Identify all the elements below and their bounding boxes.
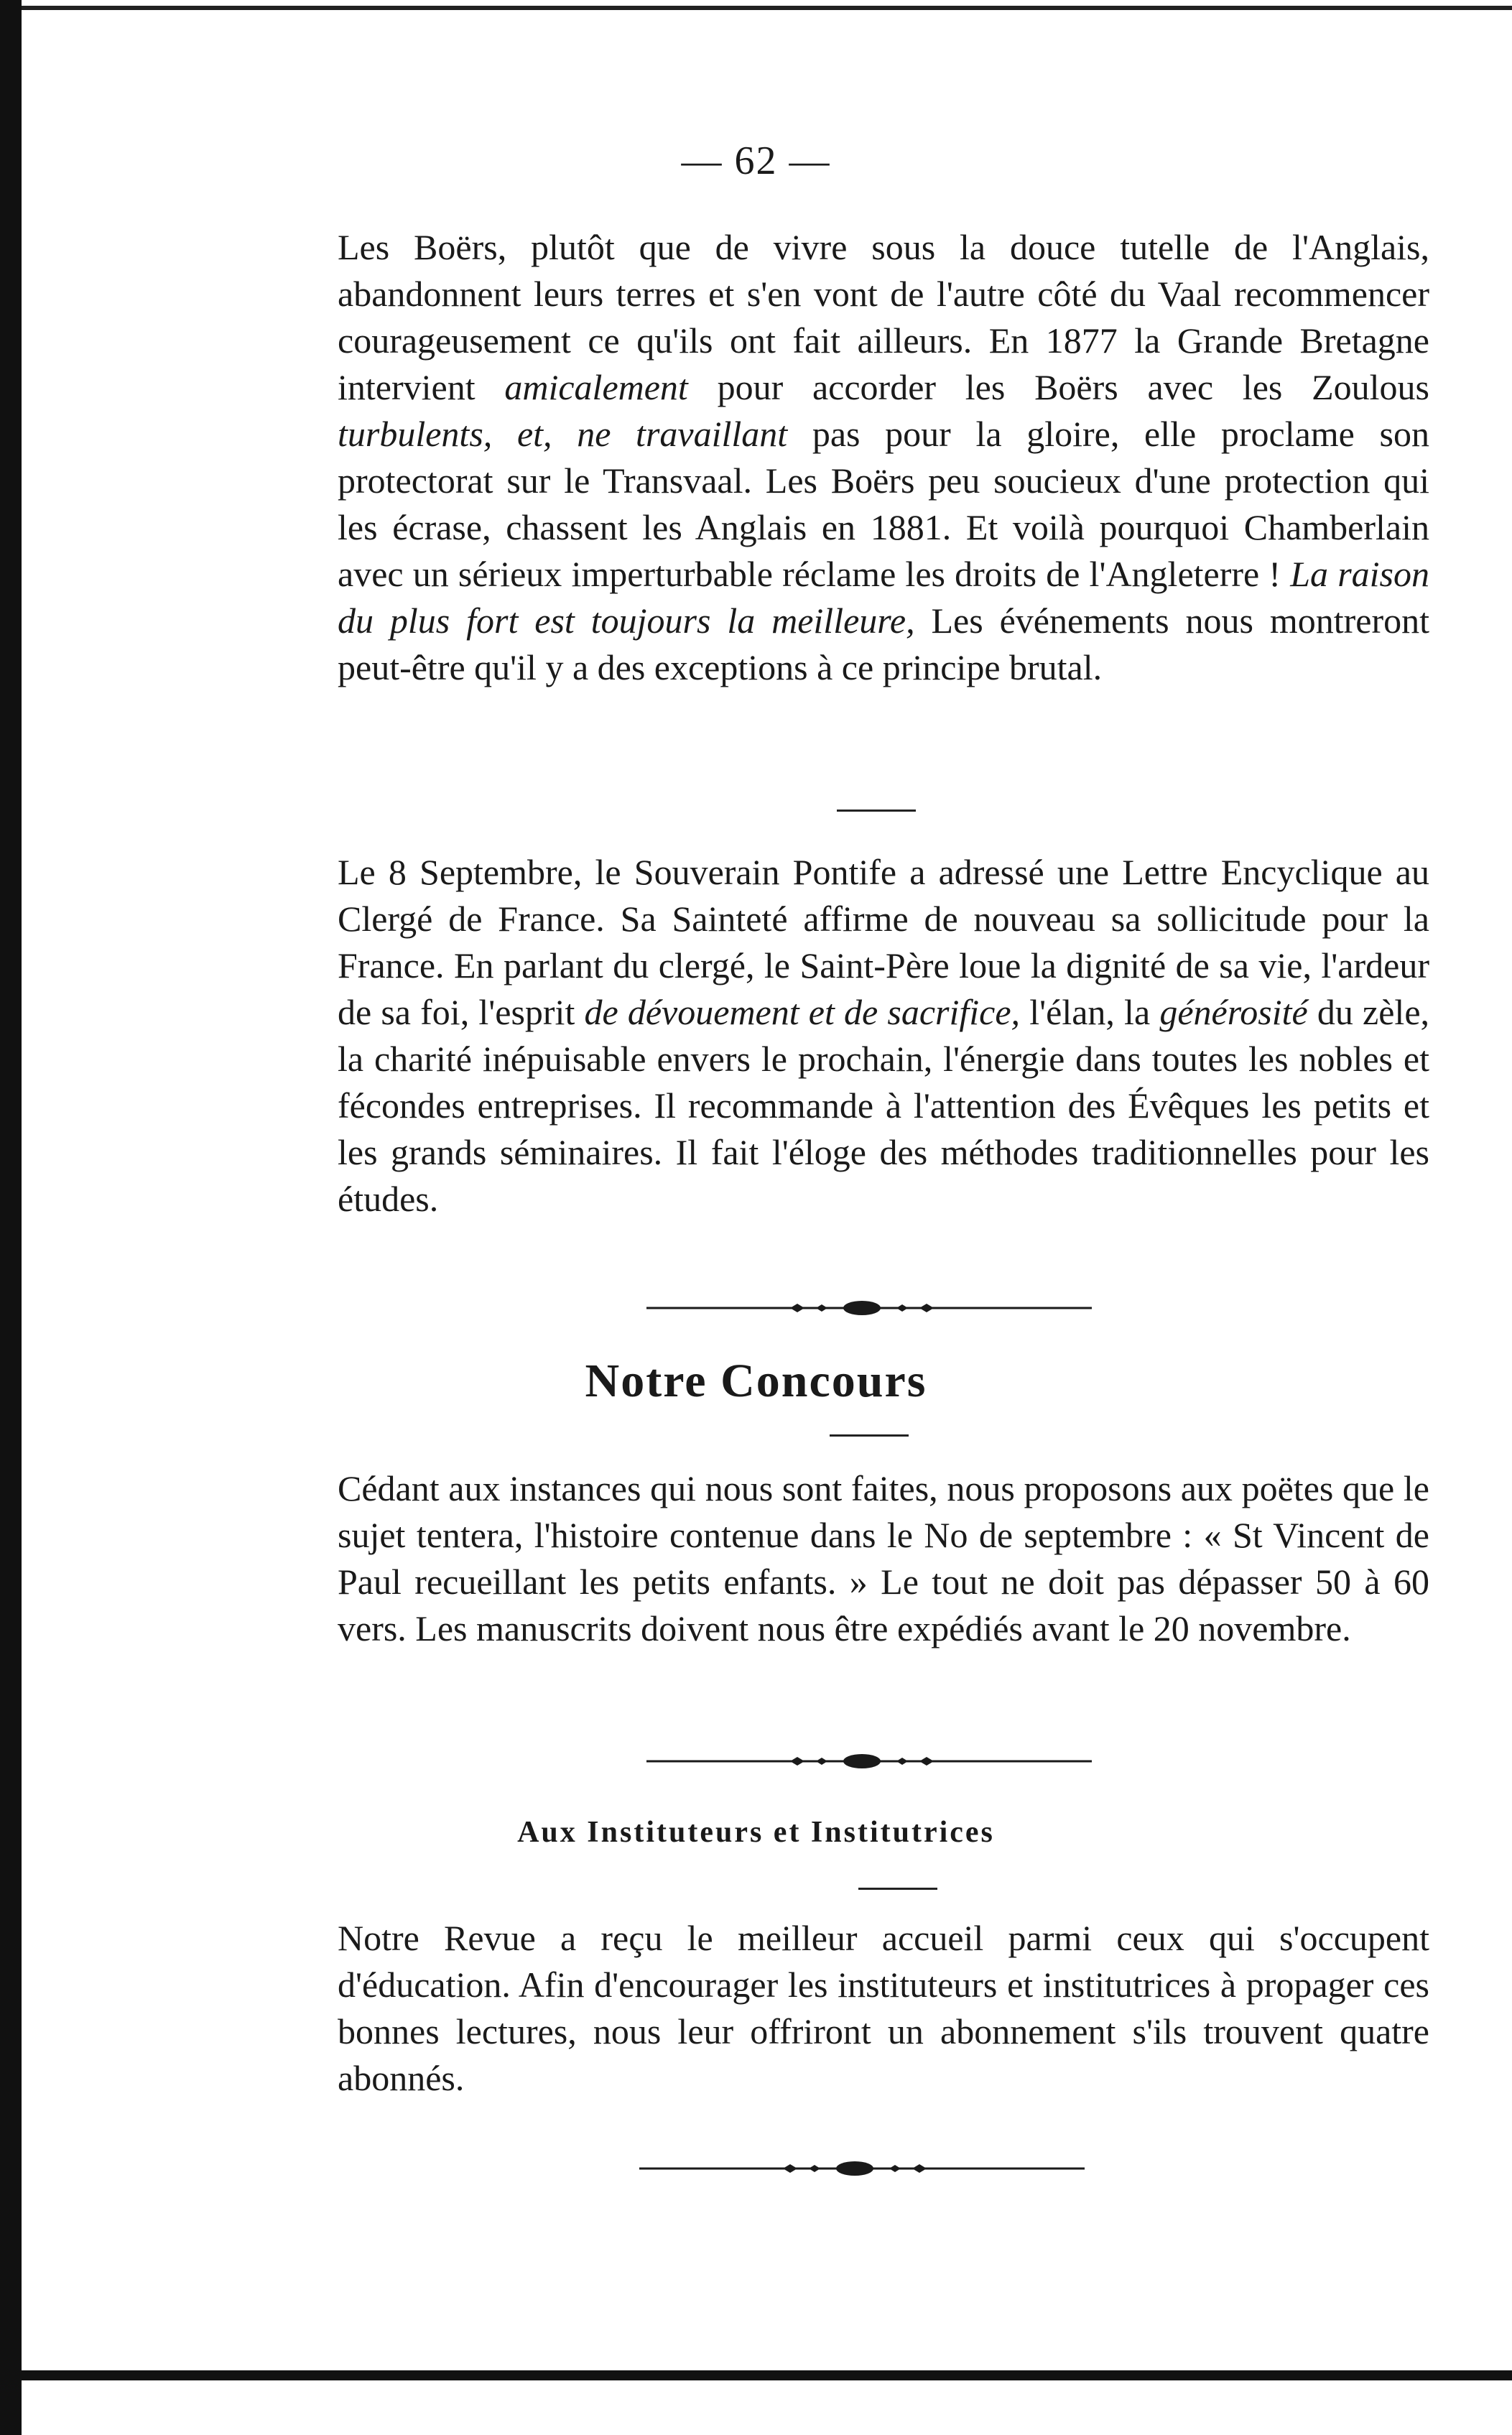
bottom-border-line [22,2370,1512,2380]
page-number: — 62 — [681,139,831,183]
section-divider-short [837,810,916,812]
ornament-divider [639,2158,1085,2179]
p1-text-1: Les Boërs, plutôt que de vivre sous la douce tutelle de l'Anglais, abandonnent leurs terres et s'en vont de l'autre côté du Vaal recommencer courageusement ce qu'ils ont fait ailleurs. En 1877 la Grande Bretagne intervient [338,227,1429,407]
heading-underline-concours [830,1434,909,1437]
p2-text-1: Le 8 Septembre, le Souverain Pontife a adressé une Lettre Encyclique au Clergé de France. Sa Sainteté affirme de nouveau sa sollicitude pour la France. En parlant du clergé, le Saint-Père loue la dignité de sa vie, l'ardeur de sa foi, l'esprit [338,852,1429,1032]
p1-text-3: pas pour la gloire, elle proclame son protectorat sur le Transvaal. Les Boërs peu soucieux d'une protection qui les écrase, chassent les Anglais en 1881. Et voilà pourquoi Chamberlain avec un sérieux imperturbable réclame les droits de l'Angleterre ! [338,414,1429,594]
top-border-line [22,6,1512,10]
p2-italic-2: générosité [1159,992,1308,1032]
paragraph-boers [338,224,1429,691]
p1-italic-1: amicalement [504,367,688,407]
paragraph-instituteurs: Notre Revue a reçu le meilleur accueil parmi ceux qui s'occupent d'éducation. Afin d'encourager les instituteurs et institutrices à propager ces bonnes lectures, nous leur offriront un abonnement s'ils trouvent quatre abonnés. [338,1918,1429,2098]
heading-concours: Notre Concours [585,1355,927,1407]
heading-underline-instituteurs [858,1888,937,1890]
p1-italic-3: La raison du plus fort est toujours la meilleure, [338,554,1429,641]
heading-instituteurs: Aux Instituteurs et Institutrices [517,1816,995,1849]
p1-text-4: Les événements nous montreront peut-être qu'il y a des exceptions à ce principe brutal. [338,600,1429,687]
p1-text-2: pour accorder les Boërs avec les Zoulous [687,367,1429,407]
paragraph-concours: Cédant aux instances qui nous sont faites, nous proposons aux poëtes que le sujet tentera, l'histoire contenue dans le No de septembre : « St Vincent de Paul recueillant les petits enfants. » Le tout ne doit pas dépasser 50 à 60 vers. Les manuscrits doivent nous être expédiés avant le 20 novembre. [338,1468,1429,1648]
p2-text-3: du zèle, la charité inépuisable envers le prochain, l'énergie dans toutes les nobles et fécondes entreprises. Il recommande à l'attention des Évêques les petits et les grands séminaires. Il fait l'éloge des méthodes traditionnelles pour les études. [338,992,1430,1219]
ornament-divider [646,1297,1092,1319]
ornament-divider [646,1750,1092,1772]
p2-italic-1: de dévouement et de sacrifice, [584,992,1021,1032]
page-edge-shadow [0,0,22,2435]
paragraph-encyclique [338,849,1429,1223]
p1-italic-2: turbulents, et, ne travaillant [338,414,788,454]
p2-text-2: l'élan, la [1020,992,1160,1032]
